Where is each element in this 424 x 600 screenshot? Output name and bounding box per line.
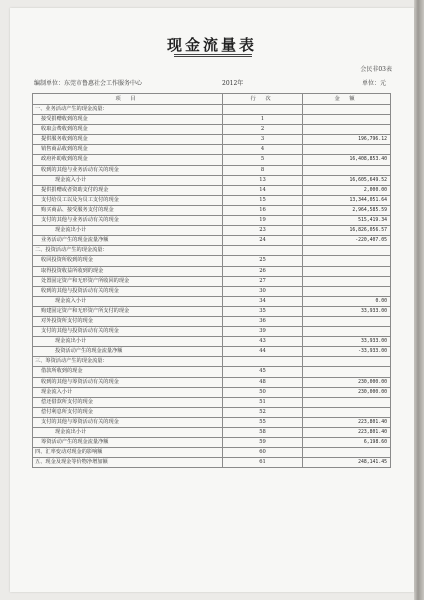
table-row xyxy=(33,397,391,407)
table-row xyxy=(33,236,391,246)
row-line-number: 35 xyxy=(223,306,303,316)
table-row xyxy=(33,347,391,357)
table-row xyxy=(33,175,391,185)
row-line-number: 15 xyxy=(223,195,303,205)
row-label: 对外投资所支付的现金 xyxy=(33,316,223,326)
row-amount: 6,198.60 xyxy=(303,438,391,448)
row-amount xyxy=(303,367,391,377)
table-row xyxy=(33,165,391,175)
table-row xyxy=(33,115,391,125)
row-amount xyxy=(303,246,391,256)
row-line-number: 58 xyxy=(223,428,303,438)
row-line-number: 1 xyxy=(223,115,303,125)
document-page xyxy=(10,8,414,592)
table-row xyxy=(33,316,391,326)
row-label: 二、投资活动产生的现金流量： xyxy=(33,246,223,256)
row-amount: -220,407.05 xyxy=(303,236,391,246)
table-row xyxy=(33,246,391,256)
meta-line xyxy=(34,78,386,88)
header-amount: 金 额 xyxy=(303,94,391,105)
row-line-number: 39 xyxy=(223,327,303,337)
row-amount: 16,605,649.52 xyxy=(303,175,391,185)
row-line-number xyxy=(223,105,303,115)
table-row xyxy=(33,185,391,195)
reporting-unit: 编制单位：东莞市鲁惠社会工作服务中心 xyxy=(34,80,143,87)
row-label: 现金流出小计 xyxy=(33,226,223,236)
row-amount: 16,826,056.57 xyxy=(303,226,391,236)
row-line-number: 26 xyxy=(223,266,303,276)
row-amount: 33,933.00 xyxy=(303,337,391,347)
row-amount: 16,408,853.40 xyxy=(303,155,391,165)
row-line-number: 48 xyxy=(223,377,303,387)
row-line-number: 30 xyxy=(223,286,303,296)
row-label: 现金流出小计 xyxy=(33,428,223,438)
row-line-number: 44 xyxy=(223,347,303,357)
row-amount: 0.00 xyxy=(303,296,391,306)
table-row xyxy=(33,155,391,165)
table-row xyxy=(33,377,391,387)
row-label: 支付的其他与业务活动有关的现金 xyxy=(33,216,223,226)
row-line-number: 4 xyxy=(223,145,303,155)
row-amount xyxy=(303,115,391,125)
table-row xyxy=(33,135,391,145)
row-label: 现金流入小计 xyxy=(33,175,223,185)
row-line-number: 13 xyxy=(223,175,303,185)
row-line-number: 3 xyxy=(223,135,303,145)
row-amount: 223,801.40 xyxy=(303,428,391,438)
table-row xyxy=(33,306,391,316)
row-label: 政府补助收到的现金 xyxy=(33,155,223,165)
row-amount: -33,933.00 xyxy=(303,347,391,357)
row-label: 支付的其他与投资活动有关的现金 xyxy=(33,327,223,337)
table-body xyxy=(33,105,391,468)
row-line-number: 24 xyxy=(223,236,303,246)
row-label: 一、业务活动产生的现金流量： xyxy=(33,105,223,115)
table-row xyxy=(33,337,391,347)
row-line-number: 2 xyxy=(223,125,303,135)
row-label: 借款所收到的现金 xyxy=(33,367,223,377)
row-label: 提供捐赠或者资助支付的现金 xyxy=(33,185,223,195)
row-line-number: 14 xyxy=(223,185,303,195)
row-line-number: 34 xyxy=(223,296,303,306)
table-row xyxy=(33,417,391,427)
table-row xyxy=(33,458,391,468)
row-line-number xyxy=(223,246,303,256)
row-line-number: 19 xyxy=(223,216,303,226)
row-amount xyxy=(303,165,391,175)
row-label: 四、汇率变动对现金的影响额 xyxy=(33,448,223,458)
row-amount xyxy=(303,105,391,115)
row-amount xyxy=(303,286,391,296)
row-amount xyxy=(303,266,391,276)
row-amount xyxy=(303,145,391,155)
table-row xyxy=(33,448,391,458)
row-amount xyxy=(303,327,391,337)
row-line-number: 55 xyxy=(223,417,303,427)
page-title: 现金流量表 xyxy=(166,36,257,54)
table-row xyxy=(33,428,391,438)
table-row xyxy=(33,226,391,236)
row-label: 五、现金及现金等价物净增加额 xyxy=(33,458,223,468)
row-line-number: 51 xyxy=(223,397,303,407)
table-row xyxy=(33,327,391,337)
currency-unit: 单位：元 xyxy=(361,80,386,87)
binding-edge xyxy=(414,0,424,600)
row-amount xyxy=(303,125,391,135)
row-label: 收到的其他与筹资活动有关的现金 xyxy=(33,377,223,387)
row-line-number: 27 xyxy=(223,276,303,286)
row-line-number: 5 xyxy=(223,155,303,165)
form-number: 会民非03表 xyxy=(360,66,392,73)
row-label: 偿付利息所支付的现金 xyxy=(33,407,223,417)
table-row xyxy=(33,407,391,417)
table-row xyxy=(33,367,391,377)
row-label: 购建固定资产和无形资产所支付的现金 xyxy=(33,306,223,316)
row-label: 偿还借款所支付的现金 xyxy=(33,397,223,407)
row-line-number: 45 xyxy=(223,367,303,377)
row-amount xyxy=(303,357,391,367)
row-line-number: 60 xyxy=(223,448,303,458)
table-row xyxy=(33,438,391,448)
row-amount: 230,000.00 xyxy=(303,377,391,387)
row-label: 取得投资收益所收到的现金 xyxy=(33,266,223,276)
header-item: 项 目 xyxy=(33,94,223,105)
table-row xyxy=(33,357,391,367)
row-line-number: 8 xyxy=(223,165,303,175)
row-line-number: 52 xyxy=(223,407,303,417)
table-row xyxy=(33,145,391,155)
row-line-number: 61 xyxy=(223,458,303,468)
row-line-number: 36 xyxy=(223,316,303,326)
row-label: 支付给员工以及为员工支付的现金 xyxy=(33,195,223,205)
table-row xyxy=(33,205,391,215)
row-label: 收回投资所收到的现金 xyxy=(33,256,223,266)
row-line-number: 23 xyxy=(223,226,303,236)
table-row xyxy=(33,266,391,276)
row-amount xyxy=(303,397,391,407)
title-underline xyxy=(174,54,252,57)
row-line-number: 25 xyxy=(223,256,303,266)
row-label: 筹资活动产生的现金流量净额 xyxy=(33,438,223,448)
row-label: 支付的其他与筹资活动有关的现金 xyxy=(33,417,223,427)
header-line: 行 次 xyxy=(223,94,303,105)
row-amount xyxy=(303,316,391,326)
row-label: 销售商品收到的现金 xyxy=(33,145,223,155)
row-amount: 2,000.00 xyxy=(303,185,391,195)
table-row xyxy=(33,216,391,226)
row-label: 现金流出小计 xyxy=(33,337,223,347)
row-line-number xyxy=(223,357,303,367)
row-label: 业务活动产生的现金流量净额 xyxy=(33,236,223,246)
row-label: 收取会费收到的现金 xyxy=(33,125,223,135)
row-label: 投资活动产生的现金流量净额 xyxy=(33,347,223,357)
row-label: 处置固定资产和无形资产所收回的现金 xyxy=(33,276,223,286)
row-label: 提供服务收到的现金 xyxy=(33,135,223,145)
row-label: 三、筹资活动产生的现金流量： xyxy=(33,357,223,367)
row-amount: 248,141.45 xyxy=(303,458,391,468)
row-label: 现金流入小计 xyxy=(33,387,223,397)
row-amount xyxy=(303,448,391,458)
row-label: 现金流入小计 xyxy=(33,296,223,306)
row-line-number: 50 xyxy=(223,387,303,397)
table-row xyxy=(33,387,391,397)
row-label: 接受捐赠收到的现金 xyxy=(33,115,223,125)
row-line-number: 59 xyxy=(223,438,303,448)
row-amount: 33,933.00 xyxy=(303,306,391,316)
table-row xyxy=(33,125,391,135)
row-amount xyxy=(303,256,391,266)
table-row xyxy=(33,105,391,115)
table-header-row xyxy=(33,94,391,105)
row-amount: 230,000.00 xyxy=(303,387,391,397)
table-row xyxy=(33,276,391,286)
row-label: 收到的其他与业务活动有关的现金 xyxy=(33,165,223,175)
row-label: 收到的其他与投资活动有关的现金 xyxy=(33,286,223,296)
row-amount: 515,419.34 xyxy=(303,216,391,226)
report-year: 2012年 xyxy=(222,80,244,87)
row-line-number: 16 xyxy=(223,205,303,215)
row-label: 购买商品、接受服务支付的现金 xyxy=(33,205,223,215)
table-row xyxy=(33,286,391,296)
row-amount: 196,796.12 xyxy=(303,135,391,145)
table-row xyxy=(33,256,391,266)
row-amount: 2,964,585.59 xyxy=(303,205,391,215)
row-line-number: 43 xyxy=(223,337,303,347)
table-row xyxy=(33,296,391,306)
row-amount: 13,344,051.64 xyxy=(303,195,391,205)
row-amount xyxy=(303,276,391,286)
table-row xyxy=(33,195,391,205)
row-amount: 223,801.40 xyxy=(303,417,391,427)
row-amount xyxy=(303,407,391,417)
cash-flow-table xyxy=(32,93,391,468)
